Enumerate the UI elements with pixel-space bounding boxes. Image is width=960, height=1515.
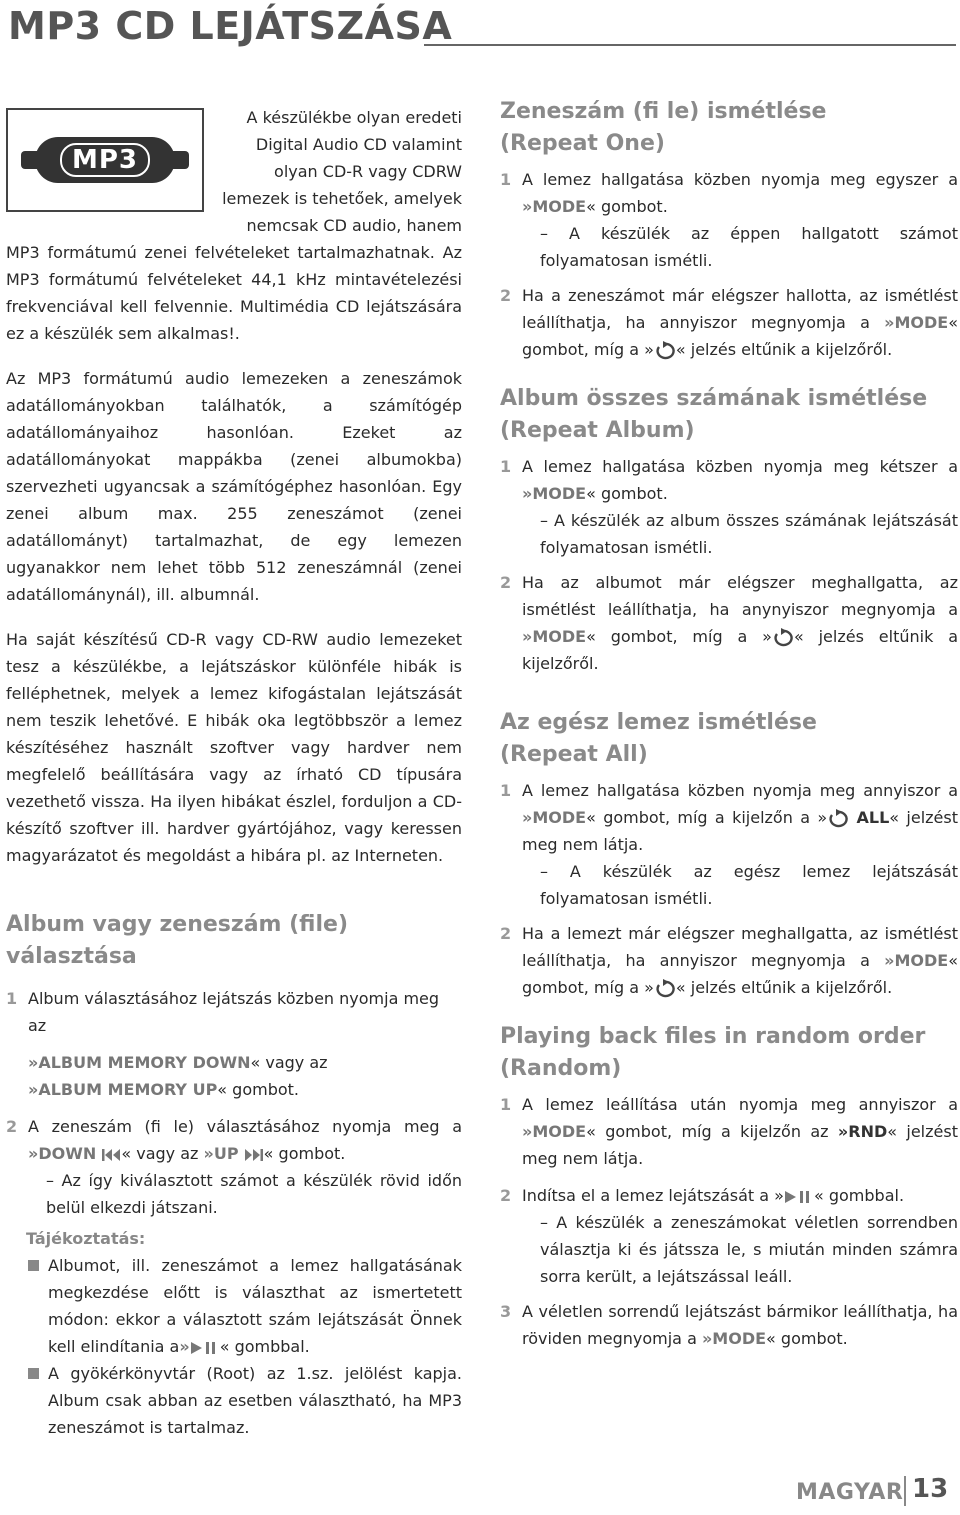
play-pause-icon bbox=[190, 1341, 220, 1355]
repeat-one-step-1 bbox=[500, 166, 958, 274]
repeat-all-step-2 bbox=[500, 920, 958, 1001]
footer-language: MAGYAR bbox=[796, 1480, 904, 1505]
step-dash: – A készülék a zeneszámokat véletlen sorrendben választja ki és játssza le, s miután minden számra sorra került, a lejátszással leáll. bbox=[540, 1213, 958, 1286]
mp3-folders-paragraph: Az MP3 formátumú audio lemezeken a zeneszámok adatállományokban találhatók, a számítógép adatállományaihoz hasonlóan. Ezeket az adatállományokat mappákba (zenei albumokba) szervezheti ugyancsak a számítógéphez hasonlóan. Egy zenei album max. 255 zeneszámot (zenei adatállományt) tartalmazhat, de egy lemezen ugyanakkor nem lehet több 512 zeneszámnál (zenei adatállománynál), ill. albumnál. bbox=[6, 369, 462, 604]
step-text bbox=[522, 1182, 958, 1209]
step-text bbox=[522, 282, 958, 363]
note-bullet-1 bbox=[28, 1252, 462, 1360]
step-text-a: Ha a zeneszámot már elégszer hallotta, az ismétlést leállíthatja, ha annyiszor megnyomja a bbox=[522, 286, 958, 332]
mode-key: »MODE bbox=[522, 197, 587, 216]
rnd-indicator: »RND bbox=[837, 1122, 888, 1141]
repeat-all-title-1: Az egész lemez ismétlése bbox=[500, 710, 817, 735]
step-text-b: « vagy az bbox=[250, 1053, 328, 1072]
intro-paragraph: MP3 formátumú zenei felvételeket tartalmazhatnak. Az MP3 formátumú felvételeket 44,1 kHz mintavételezési frekvenciával kell felvennie. Multimédia CD lejátszására ez a készülék sem alkalmas!. bbox=[6, 243, 462, 343]
step-text-b: « gombot, míg a kijelzőn az bbox=[586, 1122, 829, 1141]
album-step-2 bbox=[6, 1113, 462, 1221]
bullet-text-a: Albumot, ill. zeneszámot a lemez hallgatásának megkezdése előtt is választhat az ismertetett módon: ekkor a választott szám lejátszását Önnek kell elindítania a bbox=[48, 1256, 462, 1356]
step-text bbox=[522, 777, 958, 858]
section-album-select bbox=[6, 909, 462, 973]
bullet-square bbox=[28, 1260, 39, 1271]
right-column bbox=[500, 96, 958, 1352]
footer-divider bbox=[904, 1476, 906, 1506]
repeat-one-title-2: (Repeat One) bbox=[500, 131, 665, 156]
step-text-c: « jelzés eltűnik a kijelzőről. bbox=[675, 978, 893, 997]
mode-key: »MODE bbox=[884, 313, 949, 332]
step-text-b: « gombot. bbox=[586, 197, 668, 216]
step-text-c: « jelzést meg nem látja. bbox=[522, 1122, 958, 1168]
mode-key: »MODE bbox=[522, 627, 587, 646]
step-number: 2 bbox=[500, 573, 512, 592]
step-text-c: « jelzést meg nem látja. bbox=[522, 808, 959, 854]
step-text-a: A véletlen sorrendű lejátszást bármikor leállíthatja, ha röviden megnyomja a bbox=[522, 1302, 958, 1348]
section-title-line1: Album vagy zeneszám (file) bbox=[6, 912, 349, 937]
page-title: MP3 CD LEJÁTSZÁSA bbox=[8, 4, 453, 48]
title-rule bbox=[424, 44, 956, 46]
step-dash: – A készülék az album összes számának lejátszását folyamatosan ismétli. bbox=[540, 511, 958, 557]
step-text-a: A lemez hallgatása közben nyomja meg annyiszor a bbox=[522, 781, 958, 800]
step-number: 1 bbox=[6, 989, 18, 1008]
step-dash: – A készülék az éppen hallgatott számot folyamatosan ismétli. bbox=[540, 224, 958, 270]
up-key: »UP bbox=[203, 1144, 239, 1163]
step-text bbox=[28, 1113, 462, 1167]
step-dash: – Az így kiválasztott számot a készülék rövid időn belül elkezdi játszani. bbox=[46, 1171, 462, 1217]
section-title-line2: választása bbox=[6, 944, 137, 969]
step-text bbox=[522, 569, 958, 677]
bullet-text: A gyökérkönyvtár (Root) az 1.sz. jelölést kapja. Album csak abban az esetben választható, ha MP3 zeneszámot is tartalmaz. bbox=[48, 1364, 462, 1437]
repeat-icon bbox=[654, 341, 676, 361]
repeat-album-step-1 bbox=[500, 453, 958, 561]
step-text-c: « gombot. bbox=[217, 1080, 300, 1099]
skip-back-icon bbox=[101, 1148, 121, 1162]
album-step-1 bbox=[6, 985, 462, 1103]
step-text-a: Ha az albumot már elégszer meghallgatta, az ismétlést leállíthatja, ha anynyiszor megnyomja a bbox=[522, 573, 958, 619]
repeat-all-title-2: (Repeat All) bbox=[500, 742, 648, 767]
step-number: 2 bbox=[500, 286, 512, 305]
mode-key: »MODE bbox=[884, 951, 949, 970]
step-text-b: « gombot. bbox=[766, 1329, 848, 1348]
step-text-b: « vagy az bbox=[121, 1144, 199, 1163]
step-number: 2 bbox=[500, 924, 512, 943]
skip-forward-icon bbox=[244, 1148, 264, 1162]
step-number: 2 bbox=[6, 1117, 18, 1136]
repeat-icon bbox=[827, 809, 849, 829]
step-text-b: « gombot, míg a » bbox=[586, 627, 772, 646]
mp3-logo bbox=[6, 108, 204, 212]
bullet-key: » bbox=[179, 1337, 190, 1356]
repeat-one-title-1: Zeneszám (fi le) ismétlése bbox=[500, 99, 827, 124]
page-number: 13 bbox=[912, 1474, 949, 1504]
mode-key: »MODE bbox=[701, 1329, 767, 1348]
play-pause-icon bbox=[784, 1190, 814, 1204]
step-text-a: A lemez hallgatása közben nyomja meg kétszer a bbox=[522, 457, 958, 476]
step-number: 3 bbox=[500, 1302, 512, 1321]
random-title-2: (Random) bbox=[500, 1056, 622, 1081]
step-text bbox=[522, 1298, 958, 1352]
note-bullet-2 bbox=[28, 1360, 462, 1441]
intro-block bbox=[6, 104, 462, 239]
random-step-3 bbox=[500, 1298, 958, 1352]
down-key: »DOWN bbox=[28, 1144, 97, 1163]
step-number: 1 bbox=[500, 1095, 512, 1114]
album-memory-down-key: »ALBUM MEMORY DOWN bbox=[28, 1053, 251, 1072]
repeat-album-title-1: Album összes számának ismétlése bbox=[500, 386, 928, 411]
step-text-a: A zeneszám (fi le) választásához nyomja meg a bbox=[28, 1117, 462, 1136]
step-text bbox=[28, 985, 462, 1039]
step-text-c: « gombot. bbox=[263, 1144, 346, 1163]
random-step-2 bbox=[500, 1182, 958, 1290]
step-text-b: « gombot, míg a kijelzőn a » bbox=[586, 808, 828, 827]
step-text-a: Ha a lemezt már elégszer meghallgatta, az ismétlést leállíthatja, ha annyiszor megnyomja a bbox=[522, 924, 958, 970]
repeat-all-step-1 bbox=[500, 777, 958, 912]
left-column bbox=[6, 104, 462, 1441]
step-text-a: Album választásához lejátszás közben nyomja meg az bbox=[28, 989, 440, 1035]
step-text-a: A lemez hallgatása közben nyomja meg egyszer a bbox=[522, 170, 958, 189]
step-text-c: « jelzés eltűnik a kijelzőről. bbox=[522, 627, 959, 673]
intro-side-text: A készülékbe olyan eredeti Digital Audio CD valamint olyan CD-R vagy CDRW lemezek is tehetőek, amelyek nemcsak CD audio, hanem bbox=[222, 108, 462, 235]
step-text bbox=[522, 1091, 958, 1172]
repeat-icon bbox=[772, 628, 794, 648]
cdr-errors-paragraph: Ha saját készítésű CD-R vagy CD-RW audio lemezeket tesz a készülékbe, a lejátszáskor különféle hibák is felléphetnek, melyek a lemez kifogástalan lejátszását nem teszik lehetővé. E hibák oka legtöbbször a lemez készítéséhez használt szoftver vagy hardver nem megfelelő beállítására vagy az írható CD típusára vezethető vissza. Ha ilyen hibákat észlel, forduljon a CD-készítő szoftver ill. hardver gyártójához, vagy keressen magyarázatot és megoldást a hibára pl. az Interneten. bbox=[6, 630, 462, 865]
step-number: 1 bbox=[500, 457, 512, 476]
note-title: Tájékoztatás: bbox=[26, 1229, 146, 1248]
all-indicator: ALL bbox=[856, 808, 890, 827]
step-text-b: « gombot, míg a » bbox=[522, 313, 958, 359]
mode-key: »MODE bbox=[522, 1122, 587, 1141]
repeat-one-step-2 bbox=[500, 282, 958, 363]
step-keys bbox=[28, 1049, 462, 1103]
repeat-album-step-2 bbox=[500, 569, 958, 677]
step-text-b: « gombot. bbox=[586, 484, 668, 503]
step-text bbox=[522, 920, 958, 1001]
step-number: 1 bbox=[500, 170, 512, 189]
mp3-logo-text: MP3 bbox=[60, 143, 150, 177]
bullet-text bbox=[48, 1252, 462, 1360]
step-text bbox=[522, 453, 958, 507]
mp3-badge bbox=[35, 137, 175, 183]
step-text-b: « gombot, míg a » bbox=[522, 951, 958, 997]
bullet-square bbox=[28, 1368, 39, 1379]
mode-key: »MODE bbox=[522, 808, 587, 827]
step-text-a: Indítsa el a lemez lejátszását a » bbox=[522, 1186, 784, 1205]
step-number: 1 bbox=[500, 781, 512, 800]
step-text-c: « jelzés eltűnik a kijelzőről. bbox=[675, 340, 893, 359]
step-text-b: « gombbal. bbox=[813, 1186, 905, 1205]
step-number: 2 bbox=[500, 1186, 512, 1205]
random-title-1: Playing back files in random order bbox=[500, 1024, 926, 1049]
album-memory-up-key: »ALBUM MEMORY UP bbox=[28, 1080, 218, 1099]
step-text bbox=[522, 166, 958, 220]
repeat-icon bbox=[654, 979, 676, 999]
step-text-a: A lemez leállítása után nyomja meg annyiszor a bbox=[522, 1095, 958, 1114]
random-step-1 bbox=[500, 1091, 958, 1172]
mode-key: »MODE bbox=[522, 484, 587, 503]
repeat-album-title-2: (Repeat Album) bbox=[500, 418, 695, 443]
bullet-text-c: « gombbal. bbox=[219, 1337, 310, 1356]
step-dash: – A készülék az egész lemez lejátszását folyamatosan ismétli. bbox=[540, 862, 958, 908]
